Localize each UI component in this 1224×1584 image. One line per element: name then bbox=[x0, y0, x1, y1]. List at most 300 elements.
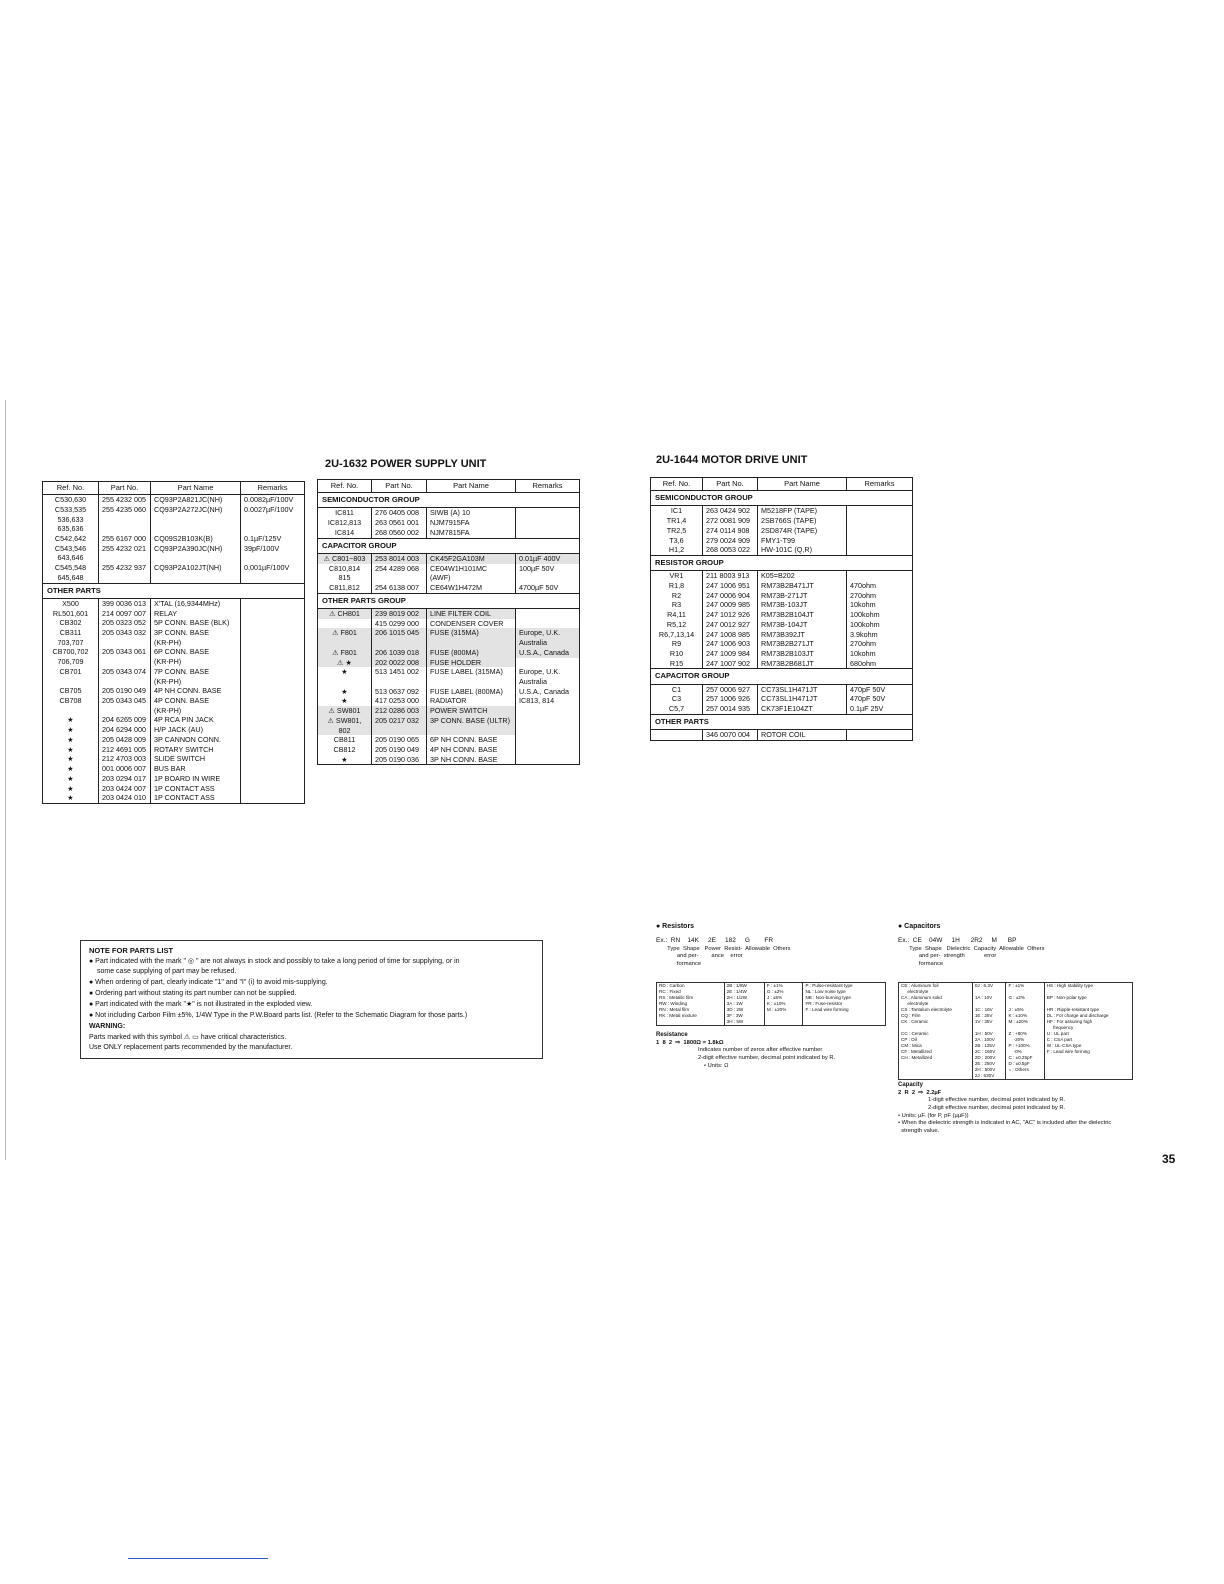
table-row bbox=[43, 495, 305, 505]
part-no-cell: 247 0009 985 bbox=[703, 600, 758, 610]
part-name-cell: CQ93P2A272JC(NH) bbox=[151, 505, 241, 515]
table-row bbox=[318, 667, 580, 677]
part-no-cell: 513 0637 092 bbox=[372, 687, 427, 697]
ref-cell: R2 bbox=[651, 591, 703, 601]
ref-cell: C530,630 bbox=[43, 495, 99, 505]
table-row bbox=[318, 573, 580, 583]
part-name-cell: RM73B2B103JT bbox=[758, 649, 847, 659]
part-name-cell bbox=[151, 553, 241, 563]
capacity-note: • When the dielectric strength is indicated in AC, "AC" is included after the dielectric bbox=[898, 1120, 1112, 1127]
ref-cell: ⚠ F801 bbox=[318, 648, 372, 658]
part-name-cell: NJM7915FA bbox=[427, 518, 516, 528]
part-no-cell bbox=[99, 573, 151, 583]
legend-code-line: CQ : Film bbox=[901, 1013, 921, 1019]
part-name-header: Part Name bbox=[758, 478, 847, 491]
part-name-cell: H/P JACK (AU) bbox=[151, 725, 241, 735]
part-no-cell: 205 0190 049 bbox=[372, 745, 427, 755]
table-row bbox=[43, 667, 305, 677]
remarks-cell: Europe, U.K. bbox=[516, 628, 580, 638]
ref-cell: ★ bbox=[43, 784, 99, 794]
remarks-cell bbox=[241, 638, 305, 648]
table-row bbox=[43, 563, 305, 573]
part-no-cell: 254 4289 068 bbox=[372, 564, 427, 574]
part-name-cell: RM73B2B471JT bbox=[758, 581, 847, 591]
parts-list-note bbox=[80, 940, 543, 1059]
table-row bbox=[651, 639, 913, 649]
table-row bbox=[651, 506, 913, 516]
part-no-cell bbox=[99, 638, 151, 648]
part-name-cell bbox=[151, 515, 241, 525]
legend-code-line: CF : Metallized bbox=[901, 1049, 932, 1055]
ref-header: Ref. No. bbox=[43, 482, 99, 495]
part-name-cell bbox=[427, 638, 516, 648]
ref-cell: C542,642 bbox=[43, 534, 99, 544]
remarks-cell: 0.001µF/100V bbox=[241, 563, 305, 573]
table-row bbox=[318, 658, 580, 668]
power-supply-title: 2U-1632 POWER SUPPLY UNIT bbox=[325, 458, 487, 470]
table-row bbox=[43, 553, 305, 563]
part-no-cell: 205 0343 061 bbox=[99, 647, 151, 657]
ref-cell: ⚠ CH801 bbox=[318, 608, 372, 618]
part-name-cell: 2SB766S (TAPE) bbox=[758, 516, 847, 526]
legend-code-line: 2E : 1/4W bbox=[726, 989, 747, 995]
footer-rule bbox=[128, 1558, 268, 1559]
part-no-cell: 513 1451 002 bbox=[372, 667, 427, 677]
motor-drive-table bbox=[650, 477, 913, 741]
table-row bbox=[43, 598, 305, 608]
remarks-cell: Australia bbox=[516, 638, 580, 648]
part-name-cell: FMY1-T99 bbox=[758, 536, 847, 546]
table-row bbox=[651, 694, 913, 704]
part-no-cell: 247 1008 985 bbox=[703, 630, 758, 640]
semiconductor-group-label: SEMICONDUCTOR GROUP bbox=[651, 491, 913, 506]
part-name-cell bbox=[151, 524, 241, 534]
legend-code-line: 1V : 35V bbox=[974, 1019, 993, 1025]
resistance-note: 2-digit effective number, decimal point indicated by R. bbox=[698, 1054, 836, 1061]
part-name-cell: CQ93P2A390JC(NH) bbox=[151, 544, 241, 554]
ref-cell bbox=[318, 677, 372, 687]
ref-cell bbox=[43, 706, 99, 716]
capacity-note: 2-digit effective number, decimal point indicated by R. bbox=[928, 1104, 1066, 1111]
part-no-cell: 255 4232 005 bbox=[99, 495, 151, 505]
part-name-cell: K05=B202 bbox=[758, 571, 847, 581]
part-name-cell: RM73B2B681JT bbox=[758, 659, 847, 669]
table-row bbox=[651, 571, 913, 581]
ref-cell: C545,548 bbox=[43, 563, 99, 573]
part-no-cell bbox=[99, 677, 151, 687]
remarks-cell: 100kohm bbox=[847, 610, 913, 620]
table-row bbox=[318, 677, 580, 687]
table-row bbox=[43, 628, 305, 638]
legend-code-line: 2B : 125V bbox=[974, 1043, 996, 1049]
part-name-cell: RM73B2B271JT bbox=[758, 639, 847, 649]
table-row bbox=[651, 740, 913, 741]
ref-cell: TR2,5 bbox=[651, 526, 703, 536]
remarks-cell bbox=[241, 696, 305, 706]
ref-cell: ⚠ ★ bbox=[318, 658, 372, 668]
table-row bbox=[43, 735, 305, 745]
resistors-heading: ● Resistors bbox=[656, 923, 695, 930]
legend-code-line: 3D : 2W bbox=[726, 1007, 744, 1013]
part-no-cell bbox=[372, 638, 427, 648]
part-no-cell: 279 0024 909 bbox=[703, 536, 758, 546]
part-name-cell: CC73SL1H471JT bbox=[758, 694, 847, 704]
remarks-cell bbox=[847, 516, 913, 526]
legend-code-line: NL : Low noise type bbox=[805, 989, 846, 995]
other-parts-label: OTHER PARTS bbox=[651, 714, 913, 729]
remarks-cell: 10kohm bbox=[847, 649, 913, 659]
table-row bbox=[651, 581, 913, 591]
table-row bbox=[43, 686, 305, 696]
part-name-cell: RM73B2B104JT bbox=[758, 610, 847, 620]
ref-cell: CB701 bbox=[43, 667, 99, 677]
part-no-cell: 205 0190 049 bbox=[99, 686, 151, 696]
part-name-cell: CQ93P2A102JT(NH) bbox=[151, 563, 241, 573]
table-row bbox=[651, 600, 913, 610]
part-no-cell: 255 4232 937 bbox=[99, 563, 151, 573]
part-name-cell: RADIATOR bbox=[427, 696, 516, 706]
semiconductor-group-label: SEMICONDUCTOR GROUP bbox=[318, 493, 580, 508]
part-no-cell bbox=[99, 515, 151, 525]
other-parts-group-label: OTHER PARTS GROUP bbox=[318, 593, 580, 608]
part-no-cell: 247 0006 904 bbox=[703, 591, 758, 601]
ref-cell: IC814 bbox=[318, 528, 372, 538]
legend-code-line: CA : Aluminum solid bbox=[901, 995, 942, 1001]
ref-cell: T3,6 bbox=[651, 536, 703, 546]
legend-code-line: C : CSA part bbox=[1046, 1037, 1073, 1043]
ref-cell: ★ bbox=[43, 735, 99, 745]
note-line: some case supplying of part may be refused. bbox=[97, 968, 237, 976]
part-no-cell bbox=[372, 677, 427, 687]
ref-cell: 643,646 bbox=[43, 553, 99, 563]
remarks-cell bbox=[516, 726, 580, 736]
part-name-cell: (KR-PH) bbox=[151, 657, 241, 667]
legend-code-line: M : ±20% bbox=[766, 1007, 787, 1013]
part-no-cell: 346 0070 004 bbox=[703, 730, 758, 740]
table-row bbox=[318, 716, 580, 726]
legend-code-line: 1H : 50V bbox=[974, 1031, 993, 1037]
part-name-cell: FUSE LABEL (800MA) bbox=[427, 687, 516, 697]
part-name-cell bbox=[427, 726, 516, 736]
legend-code-line: G : ±2% bbox=[1008, 995, 1026, 1001]
remarks-cell bbox=[241, 677, 305, 687]
remarks-cell bbox=[241, 598, 305, 608]
remarks-cell bbox=[516, 716, 580, 726]
ref-cell: ★ bbox=[318, 755, 372, 765]
table-row bbox=[651, 545, 913, 555]
ref-cell: C811,812 bbox=[318, 583, 372, 593]
part-name-cell: CK45F2GA103M bbox=[427, 553, 516, 563]
part-name-cell: RM73B-103JT bbox=[758, 600, 847, 610]
ref-cell: 706,709 bbox=[43, 657, 99, 667]
part-no-header: Part No. bbox=[99, 482, 151, 495]
legend-code-line: 2H : 1/2W bbox=[726, 995, 748, 1001]
part-name-cell: ROTOR COIL bbox=[758, 730, 847, 740]
capacitor-code-table bbox=[898, 982, 1133, 1080]
legend-code-line: K : ±10% bbox=[1008, 1013, 1028, 1019]
note-line: ● Part indicated with the mark " ◎ " are not always in stock and possibly to take a long period of time for supplying, or in bbox=[89, 957, 460, 965]
ref-cell: R6,7,13,14 bbox=[651, 630, 703, 640]
part-name-cell: RM73B392JT bbox=[758, 630, 847, 640]
table-row bbox=[318, 528, 580, 538]
legend-code-line: 0J : 6.3V bbox=[974, 983, 994, 989]
legend-code-line: 3H : 5W bbox=[726, 1019, 744, 1025]
legend-code-line: D : ±0.5pF bbox=[1008, 1061, 1030, 1067]
ref-cell: R10 bbox=[651, 649, 703, 659]
note-line: ● Ordering part without stating its part number can not be supplied. bbox=[89, 990, 297, 998]
ref-cell: C1 bbox=[651, 684, 703, 694]
legend-code-line: J : ±5% bbox=[766, 995, 783, 1001]
part-no-cell: 254 6138 007 bbox=[372, 583, 427, 593]
table-row bbox=[318, 687, 580, 697]
table-row bbox=[43, 706, 305, 716]
power-supply-table bbox=[317, 479, 580, 765]
remarks-cell: Europe, U.K. bbox=[516, 667, 580, 677]
legend-code-line: CH : Metallized bbox=[901, 1055, 933, 1061]
legend-code-line: RK : Metal mixture bbox=[659, 1013, 697, 1019]
part-name-cell: SLIDE SWITCH bbox=[151, 754, 241, 764]
remarks-cell: IC813, 814 bbox=[516, 696, 580, 706]
legend-code-line: CP : Oil bbox=[901, 1037, 917, 1043]
remarks-cell bbox=[241, 657, 305, 667]
part-no-cell: 247 1006 951 bbox=[703, 581, 758, 591]
ref-cell: ⚠ F801 bbox=[318, 628, 372, 638]
legend-code-line: DL : For charge and discharge bbox=[1046, 1013, 1109, 1019]
part-no-cell: 205 0343 032 bbox=[99, 628, 151, 638]
legend-code-line: 2H : 500V bbox=[974, 1067, 996, 1073]
remarks-cell bbox=[847, 740, 913, 741]
part-name-cell: RM73B-271JT bbox=[758, 591, 847, 601]
ref-cell: CB811 bbox=[318, 735, 372, 745]
table-row bbox=[318, 508, 580, 518]
capacitor-group-label: CAPACITOR GROUP bbox=[318, 538, 580, 553]
table-row bbox=[43, 764, 305, 774]
part-no-cell bbox=[372, 573, 427, 583]
part-no-cell: 247 1009 984 bbox=[703, 649, 758, 659]
legend-code-line: frequency bbox=[1046, 1025, 1074, 1031]
table-row bbox=[318, 638, 580, 648]
legend-code-line: Z : +80% bbox=[1008, 1031, 1027, 1037]
remarks-cell bbox=[241, 647, 305, 657]
table-row bbox=[651, 659, 913, 669]
remarks-cell: 470pF 50V bbox=[847, 694, 913, 704]
resistor-group-label: RESISTOR GROUP bbox=[651, 555, 913, 570]
remarks-header: Remarks bbox=[241, 482, 305, 495]
part-no-cell bbox=[372, 764, 427, 765]
ref-cell: C810,814 bbox=[318, 564, 372, 574]
legend-code-line: 2J : 630V bbox=[974, 1073, 995, 1079]
part-name-cell: SIWB (A) 10 bbox=[427, 508, 516, 518]
remarks-cell bbox=[847, 536, 913, 546]
table-row bbox=[43, 544, 305, 554]
table-row bbox=[318, 518, 580, 528]
remarks-cell: 100µF 50V bbox=[516, 564, 580, 574]
part-no-cell: 247 1007 902 bbox=[703, 659, 758, 669]
remarks-cell bbox=[241, 793, 305, 803]
part-name-cell: CQ93P2A821JC(NH) bbox=[151, 495, 241, 505]
legend-code-line: P : +100% bbox=[1008, 1043, 1030, 1049]
legend-code-line: 2D : 200V bbox=[974, 1055, 996, 1061]
ref-cell: ⚠ SW801 bbox=[318, 706, 372, 716]
part-name-cell: 1P BOARD IN WIRE bbox=[151, 774, 241, 784]
table-row bbox=[43, 609, 305, 619]
part-name-cell: 3P CANNON CONN. bbox=[151, 735, 241, 745]
table-row bbox=[43, 725, 305, 735]
ref-cell bbox=[318, 764, 372, 765]
table-row bbox=[651, 526, 913, 536]
capacity-example: 2 R 2 ⇨ 2.2µF bbox=[898, 1089, 942, 1096]
part-no-cell: 239 8019 002 bbox=[372, 608, 427, 618]
part-no-cell: 415 0299 000 bbox=[372, 619, 427, 629]
remarks-cell bbox=[241, 784, 305, 794]
remarks-cell bbox=[847, 545, 913, 555]
legend-code-line: F : ±1% bbox=[766, 983, 783, 989]
part-name-cell bbox=[151, 573, 241, 583]
part-no-cell: 247 0012 927 bbox=[703, 620, 758, 630]
part-no-header: Part No. bbox=[372, 480, 427, 493]
note-line: ● When ordering of part, clearly indicate "1" and "I" (i) to avoid mis-supplying. bbox=[89, 979, 328, 987]
legend-code-line: CK : Ceramic bbox=[901, 1019, 929, 1025]
part-name-cell bbox=[427, 677, 516, 687]
legend-code-line: P : Pulse-resistant type bbox=[805, 983, 853, 989]
part-name-cell: POWER SWITCH bbox=[427, 706, 516, 716]
part-name-cell: 3P NH CONN. BASE bbox=[427, 755, 516, 765]
part-no-cell: 205 0217 032 bbox=[372, 716, 427, 726]
table-row bbox=[318, 619, 580, 629]
legend-code-line: CE : Aluminum foil bbox=[901, 983, 939, 989]
part-no-cell: 203 0294 017 bbox=[99, 774, 151, 784]
part-name-cell: (KR-PH) bbox=[151, 638, 241, 648]
ref-cell: ★ bbox=[43, 793, 99, 803]
ref-cell: H1,2 bbox=[651, 545, 703, 555]
legend-code-line: 1E : 25V bbox=[974, 1013, 993, 1019]
warning-line: Use ONLY replacement parts recommended by the manufacturer. bbox=[89, 1044, 293, 1052]
remarks-cell: 0.0027µF/100V bbox=[241, 505, 305, 515]
note-line: ● Not including Carbon Film ±5%, 1/4W Type in the P.W.Board parts list. (Refer to the Schematic Diagram for those parts.) bbox=[89, 1011, 468, 1019]
legend-code-line: RN : Metal film bbox=[659, 1007, 690, 1013]
remarks-cell bbox=[241, 735, 305, 745]
ref-header: Ref. No. bbox=[318, 480, 372, 493]
part-name-cell bbox=[758, 740, 847, 741]
remarks-cell: 270ohm bbox=[847, 591, 913, 601]
table-row bbox=[43, 618, 305, 628]
ref-cell: ⚠ C801~803 bbox=[318, 553, 372, 563]
remarks-cell bbox=[516, 508, 580, 518]
legend-code-line: 2B : 1/8W bbox=[726, 983, 747, 989]
ref-cell: VR1 bbox=[651, 571, 703, 581]
remarks-cell bbox=[241, 524, 305, 534]
table-row bbox=[318, 628, 580, 638]
remarks-header: Remarks bbox=[847, 478, 913, 491]
part-no-cell: 205 0323 052 bbox=[99, 618, 151, 628]
page-number: 35 bbox=[1162, 1152, 1176, 1166]
part-no-cell: 255 4235 060 bbox=[99, 505, 151, 515]
ref-cell bbox=[318, 638, 372, 648]
capacity-heading: Capacity bbox=[898, 1082, 924, 1089]
remarks-cell: U.S.A., Canada bbox=[516, 648, 580, 658]
legend-code-line: 2C : 160V bbox=[974, 1049, 996, 1055]
part-name-cell: CK73F1E104ZT bbox=[758, 704, 847, 714]
legend-code-line: RD : Carbon bbox=[659, 983, 685, 989]
part-no-cell: 205 0343 045 bbox=[99, 696, 151, 706]
part-no-cell: 263 0561 001 bbox=[372, 518, 427, 528]
ref-cell: R1,8 bbox=[651, 581, 703, 591]
ref-cell bbox=[651, 740, 703, 741]
part-name-cell: 6P NH CONN. BASE bbox=[427, 735, 516, 745]
legend-code-line: 2A : 100V bbox=[974, 1037, 995, 1043]
remarks-cell: 0.1µF/125V bbox=[241, 534, 305, 544]
ref-cell: ★ bbox=[318, 667, 372, 677]
part-no-cell: 203 0424 007 bbox=[99, 784, 151, 794]
remarks-cell bbox=[847, 506, 913, 516]
part-no-cell: 203 0424 010 bbox=[99, 793, 151, 803]
remarks-cell bbox=[847, 526, 913, 536]
table-row bbox=[318, 745, 580, 755]
ref-cell: CB700,702 bbox=[43, 647, 99, 657]
ref-cell: ★ bbox=[43, 774, 99, 784]
legend-code-line: CM : Mica bbox=[901, 1043, 922, 1049]
table-row bbox=[651, 516, 913, 526]
remarks-cell: 0.1µF 25V bbox=[847, 704, 913, 714]
part-name-cell: 6P CONN. BASE bbox=[151, 647, 241, 657]
remarks-cell: 39pF/100V bbox=[241, 544, 305, 554]
part-name-cell: CQ09S2B103K(B) bbox=[151, 534, 241, 544]
resistor-example-labels: formance bbox=[656, 960, 702, 967]
ref-cell: R15 bbox=[651, 659, 703, 669]
ref-cell: CB302 bbox=[43, 618, 99, 628]
part-no-cell: 399 0036 013 bbox=[99, 598, 151, 608]
remarks-cell: Australia bbox=[516, 677, 580, 687]
part-name-cell: HW-101C (Q,R) bbox=[758, 545, 847, 555]
part-name-cell: X'TAL (16,9344MHz) bbox=[151, 598, 241, 608]
part-no-cell: 268 0560 002 bbox=[372, 528, 427, 538]
ref-cell: C543,546 bbox=[43, 544, 99, 554]
part-no-cell: 263 0424 902 bbox=[703, 506, 758, 516]
table-row bbox=[43, 774, 305, 784]
ref-cell: X500 bbox=[43, 598, 99, 608]
part-no-cell: 257 0014 935 bbox=[703, 704, 758, 714]
table-row bbox=[318, 648, 580, 658]
table-row bbox=[43, 784, 305, 794]
remarks-cell bbox=[241, 715, 305, 725]
ref-cell: ★ bbox=[318, 696, 372, 706]
remarks-cell bbox=[847, 571, 913, 581]
capacity-note: strength value. bbox=[898, 1127, 940, 1134]
table-row bbox=[43, 505, 305, 515]
ref-cell: IC811 bbox=[318, 508, 372, 518]
legend-code-line: CC : Ceramic bbox=[901, 1031, 929, 1037]
part-no-cell: 212 0286 003 bbox=[372, 706, 427, 716]
table-row bbox=[318, 696, 580, 706]
part-no-cell: 211 8003 913 bbox=[703, 571, 758, 581]
part-name-cell: RM73B-104JT bbox=[758, 620, 847, 630]
remarks-cell bbox=[241, 774, 305, 784]
capacitor-example-labels: Type Shape Dielectric Capacity Allowable Others bbox=[898, 945, 1045, 952]
remarks-cell bbox=[516, 658, 580, 668]
part-no-cell: 205 0343 074 bbox=[99, 667, 151, 677]
ref-cell: RL501,601 bbox=[43, 609, 99, 619]
part-name-cell: 2SD874R (TAPE) bbox=[758, 526, 847, 536]
part-no-cell bbox=[372, 726, 427, 736]
ref-cell: 802 bbox=[318, 726, 372, 736]
remarks-cell bbox=[516, 745, 580, 755]
legend-code-line: W : UL-CSA type bbox=[1046, 1043, 1082, 1049]
resistor-example-labels: Type Shape Power Resist- Allowable Others bbox=[656, 945, 791, 952]
part-name-cell: ROTARY SWITCH bbox=[151, 745, 241, 755]
part-no-cell: 274 0114 908 bbox=[703, 526, 758, 536]
ref-cell: 815 bbox=[318, 573, 372, 583]
part-name-cell: FUSE (800MA) bbox=[427, 648, 516, 658]
